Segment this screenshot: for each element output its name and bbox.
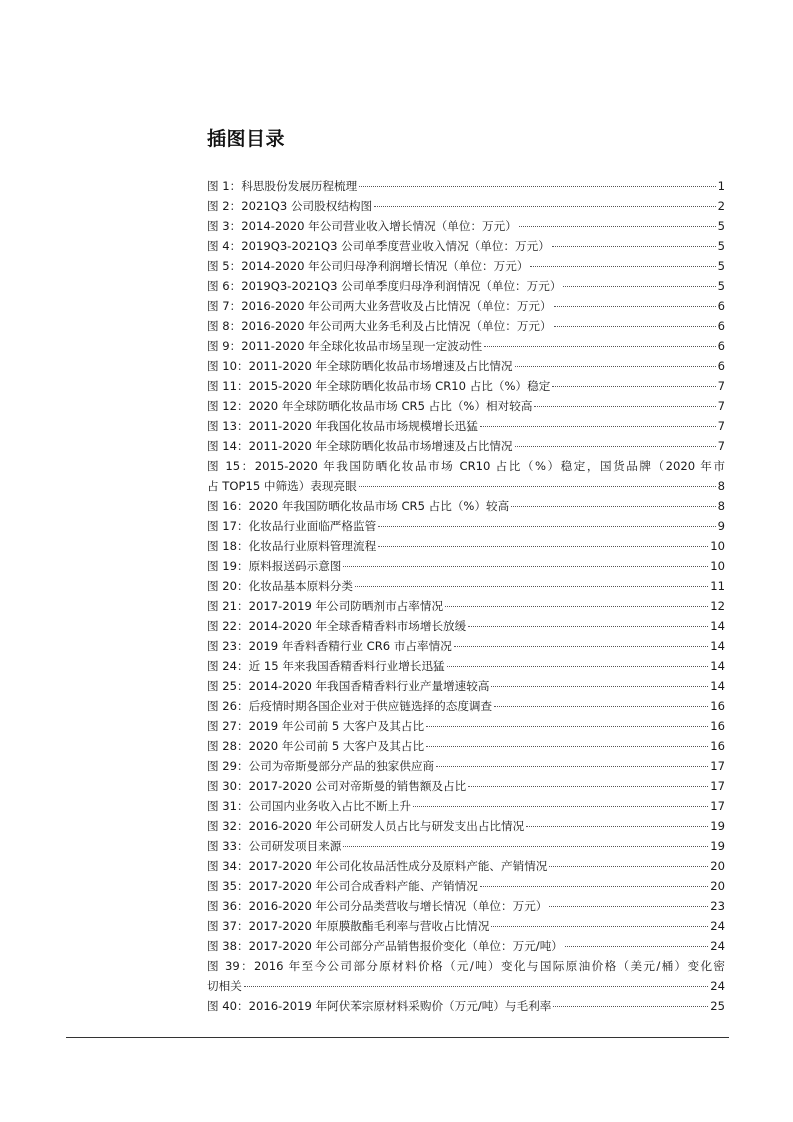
toc-entry-label: 图 19：原料报送码示意图 (207, 559, 342, 573)
dot-leader (378, 546, 708, 547)
dot-leader (491, 686, 708, 687)
toc-entry[interactable] (207, 336, 725, 356)
toc-entry-label: 图 2：2021Q3 公司股权结构图 (207, 199, 373, 213)
dot-leader (480, 426, 716, 427)
toc-entry-label: 图 1：科思股份发展历程梳理 (207, 179, 358, 193)
dot-leader (549, 866, 708, 867)
dot-leader (552, 386, 715, 387)
toc-entry-label: 图 12：2020 年全球防晒化妆品市场 CR5 占比（%）相对较高 (207, 399, 533, 413)
toc-entry[interactable] (207, 796, 725, 816)
toc-entry-page: 14 (710, 679, 725, 693)
toc-entry-label: 图 29：公司为帝斯曼部分产品的独家供应商 (207, 759, 435, 773)
dot-leader (413, 806, 708, 807)
toc-entry-label: 图 28：2020 年公司前 5 大客户及其占比 (207, 739, 425, 753)
toc-entry[interactable] (207, 596, 725, 616)
toc-entry-page: 16 (710, 719, 725, 733)
toc-entry[interactable] (207, 376, 725, 396)
toc-entry-label: 图 13：2011-2020 年我国化妆品市场规模增长迅猛 (207, 419, 478, 433)
toc-entry-page: 10 (710, 559, 725, 573)
toc-entry[interactable] (207, 316, 725, 336)
dot-leader (553, 1006, 708, 1007)
toc-entry[interactable] (207, 176, 725, 196)
toc-entry-page: 9 (717, 519, 725, 533)
dot-leader (480, 886, 708, 887)
toc-entry-page: 23 (710, 899, 725, 913)
toc-entry-page: 7 (717, 379, 725, 393)
toc-entry-label: 图 26：后疫情时期各国企业对于供应链选择的态度调查 (207, 699, 493, 713)
toc-entry[interactable] (207, 916, 725, 936)
toc-entry-label: 图 7：2016-2020 年公司两大业务营收及占比情况（单位：万元） (207, 299, 552, 313)
toc-entry-page: 1 (717, 179, 725, 193)
toc-entry[interactable] (207, 216, 725, 236)
toc-entry[interactable] (207, 776, 725, 796)
toc-entry[interactable] (207, 396, 725, 416)
toc-entry-label: 图 22：2014-2020 年全球香精香料市场增长放缓 (207, 619, 467, 633)
toc-entry-label: 图 32：2016-2020 年公司研发人员占比与研发支出占比情况 (207, 819, 525, 833)
toc-entry-label: 图 8：2016-2020 年公司两大业务毛利及占比情况（单位：万元） (207, 319, 552, 333)
toc-entry-label: 图 4：2019Q3-2021Q3 公司单季度营业收入情况（单位：万元） (207, 239, 550, 253)
toc-entry-page: 24 (710, 939, 725, 953)
toc-entry-page: 8 (717, 479, 725, 493)
toc-entry-page: 5 (717, 219, 725, 233)
toc-entry-label: 图 17：化妆品行业面临严格监管 (207, 519, 377, 533)
toc-entry-label: 图 18：化妆品行业原料管理流程 (207, 539, 377, 553)
toc-entry-page: 16 (710, 739, 725, 753)
toc-entry[interactable] (207, 736, 725, 756)
toc-entry-page: 24 (710, 979, 725, 993)
dot-leader (378, 526, 715, 527)
toc-entry[interactable] (207, 896, 725, 916)
dot-leader (552, 246, 716, 247)
toc-entry[interactable] (207, 516, 725, 536)
toc-entry[interactable] (207, 856, 725, 876)
dot-leader (484, 346, 716, 347)
toc-entry-label: 图 9：2011-2020 年全球化妆品市场呈现一定波动性 (207, 339, 483, 353)
toc-entry[interactable] (207, 956, 725, 996)
toc-entry-page: 17 (710, 759, 725, 773)
dot-leader (468, 786, 708, 787)
toc-entry[interactable] (207, 616, 725, 636)
toc-entry[interactable] (207, 676, 725, 696)
dot-leader (445, 606, 708, 607)
toc-entry-page: 14 (710, 659, 725, 673)
toc-entry[interactable] (207, 536, 725, 556)
toc-entry-page: 7 (717, 399, 725, 413)
toc-entry[interactable] (207, 456, 725, 496)
dot-leader (563, 286, 715, 287)
toc-entry-page: 2 (717, 199, 725, 213)
toc-entry-label: 图 40：2016-2019 年阿伏苯宗原材料采购价（万元/吨）与毛利率 (207, 999, 552, 1013)
dot-leader (491, 926, 708, 927)
toc-entry[interactable] (207, 816, 725, 836)
toc-entry[interactable] (207, 236, 725, 256)
page-title: 插图目录 (207, 128, 286, 150)
footer-divider (66, 1037, 729, 1038)
toc-entry-label-continued: 占 TOP15 中筛选）表现亮眼 (207, 479, 357, 493)
dot-leader (359, 186, 715, 187)
toc-entry[interactable] (207, 556, 725, 576)
toc-entry-label: 图 27：2019 年公司前 5 大客户及其占比 (207, 719, 425, 733)
toc-entry-label: 图 37：2017-2020 年原膜散酯毛利率与营收占比情况 (207, 919, 490, 933)
dot-leader (530, 266, 715, 267)
toc-entry-label: 图 36：2016-2020 年公司分品类营收与增长情况（单位：万元） (207, 899, 548, 913)
toc-entry-page: 7 (717, 439, 725, 453)
dot-leader (519, 226, 716, 227)
toc-entry-page: 10 (710, 539, 725, 553)
toc-entry[interactable] (207, 756, 725, 776)
toc-entry-page: 6 (717, 359, 725, 373)
toc-entry[interactable] (207, 256, 725, 276)
toc-entry-page: 6 (717, 299, 725, 313)
dot-leader (454, 646, 708, 647)
dot-leader (565, 946, 708, 947)
toc-entry[interactable] (207, 496, 725, 516)
toc-entry-label: 图 11：2015-2020 年全球防晒化妆品市场 CR10 占比（%）稳定 (207, 379, 551, 393)
toc-entry-label: 图 6：2019Q3-2021Q3 公司单季度归母净利润情况（单位：万元） (207, 279, 562, 293)
toc-entry-label: 图 14：2011-2020 年全球防晒化妆品市场增速及占比情况 (207, 439, 513, 453)
toc-entry-label: 图 38：2017-2020 年公司部分产品销售报价变化（单位：万元/吨） (207, 939, 563, 953)
toc-entry-page: 20 (710, 879, 725, 893)
toc-entry-label: 图 25：2014-2020 年我国香精香料行业产量增速较高 (207, 679, 490, 693)
toc-entry-label: 图 34：2017-2020 年公司化妆品活性成分及原料产能、产销情况 (207, 859, 548, 873)
toc-entry-label: 图 5：2014-2020 年公司归母净利润增长情况（单位：万元） (207, 259, 529, 273)
toc-entry-page: 5 (717, 259, 725, 273)
dot-leader (343, 566, 708, 567)
toc-entry-page: 17 (710, 779, 725, 793)
toc-entry-page: 16 (710, 699, 725, 713)
toc-entry-page: 25 (710, 999, 725, 1013)
toc-entry[interactable] (207, 296, 725, 316)
toc-entry[interactable] (207, 356, 725, 376)
toc-entry-label: 图 39：2016 年至今公司部分原材料价格（元/吨）变化与国际原油价格（美元/桶）变化密 (207, 959, 725, 973)
dot-leader (511, 506, 715, 507)
dot-leader (426, 746, 708, 747)
toc-entry-page: 14 (710, 619, 725, 633)
dot-leader (515, 366, 716, 367)
dot-leader (426, 726, 708, 727)
toc-entry-page: 6 (717, 319, 725, 333)
dot-leader (526, 826, 708, 827)
toc-entry-page: 19 (710, 819, 725, 833)
dot-leader (244, 986, 708, 987)
table-of-figures (207, 176, 725, 1016)
toc-entry-label: 图 16：2020 年我国防晒化妆品市场 CR5 占比（%）较高 (207, 499, 510, 513)
dot-leader (554, 326, 716, 327)
toc-entry-label: 图 23：2019 年香料香精行业 CR6 市占率情况 (207, 639, 452, 653)
dot-leader (436, 766, 708, 767)
toc-entry[interactable] (207, 936, 725, 956)
toc-entry-page: 14 (710, 639, 725, 653)
toc-entry-label-continued: 切相关 (207, 979, 242, 993)
toc-entry[interactable] (207, 636, 725, 656)
toc-entry[interactable] (207, 276, 725, 296)
dot-leader (494, 706, 708, 707)
dot-leader (534, 406, 715, 407)
dot-leader (359, 486, 716, 487)
toc-entry-label: 图 15：2015-2020 年我国防晒化妆品市场 CR10 占比（%）稳定，国货品牌（2020 年市 (207, 459, 725, 473)
dot-leader (447, 666, 709, 667)
toc-entry[interactable] (207, 996, 725, 1016)
toc-entry[interactable] (207, 416, 725, 436)
toc-entry[interactable] (207, 836, 725, 856)
toc-entry-page: 19 (710, 839, 725, 853)
toc-entry-label: 图 35：2017-2020 年公司合成香料产能、产销情况 (207, 879, 478, 893)
toc-entry-label: 图 20：化妆品基本原料分类 (207, 579, 353, 593)
toc-entry-label: 图 33：公司研发项目来源 (207, 839, 342, 853)
toc-entry-page: 7 (717, 419, 725, 433)
toc-entry-label: 图 3：2014-2020 年公司营业收入增长情况（单位：万元） (207, 219, 517, 233)
toc-entry-page: 24 (710, 919, 725, 933)
toc-entry-page: 8 (717, 499, 725, 513)
toc-entry[interactable] (207, 876, 725, 896)
dot-leader (468, 626, 708, 627)
toc-entry-label: 图 24：近 15 年来我国香精香料行业增长迅猛 (207, 659, 445, 673)
dot-leader (355, 586, 708, 587)
toc-entry[interactable] (207, 716, 725, 736)
dot-leader (374, 206, 716, 207)
dot-leader (549, 906, 708, 907)
toc-entry-page: 5 (717, 279, 725, 293)
toc-entry-page: 20 (710, 859, 725, 873)
toc-entry-page: 11 (710, 579, 725, 593)
toc-entry[interactable] (207, 196, 725, 216)
toc-entry-page: 17 (710, 799, 725, 813)
toc-entry-page: 5 (717, 239, 725, 253)
toc-entry[interactable] (207, 576, 725, 596)
dot-leader (515, 446, 716, 447)
toc-entry-label: 图 10：2011-2020 年全球防晒化妆品市场增速及占比情况 (207, 359, 513, 373)
toc-entry-page: 6 (717, 339, 725, 353)
toc-entry-label: 图 21：2017-2019 年公司防晒剂市占率情况 (207, 599, 444, 613)
toc-entry-label: 图 31：公司国内业务收入占比不断上升 (207, 799, 411, 813)
toc-entry[interactable] (207, 656, 725, 676)
toc-entry[interactable] (207, 436, 725, 456)
dot-leader (343, 846, 708, 847)
dot-leader (554, 306, 716, 307)
toc-entry[interactable] (207, 696, 725, 716)
toc-entry-label: 图 30：2017-2020 公司对帝斯曼的销售额及占比 (207, 779, 467, 793)
toc-entry-page: 12 (710, 599, 725, 613)
